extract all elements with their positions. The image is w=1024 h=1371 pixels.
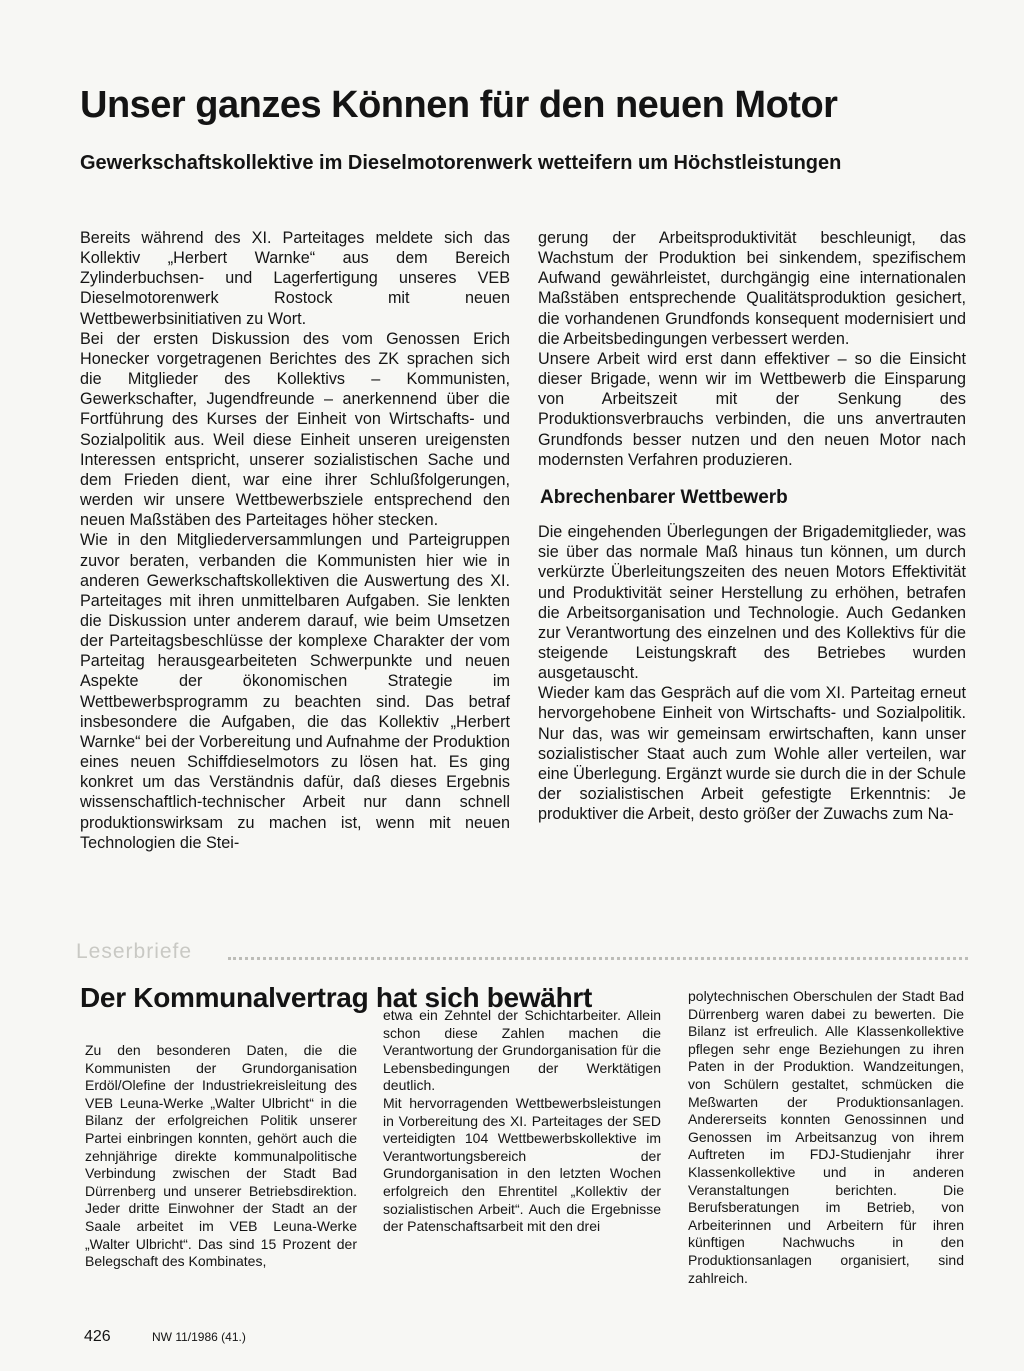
- section-subheading: Abrechenbarer Wettbewerb: [540, 486, 788, 508]
- paragraph: Zu den besonderen Daten, die die Kommunisten der Grundorganisation Erdöl/Olefine der Industriekreisleitung des VEB Leuna-Werke „Walter Ulbricht“ in die Bilanz der erfolgreichen Politik unserer Partei einbringen konnten, gehört auch die zehnjährige direkte kommunalpolitische Verbindung zwischen der Stadt Bad Dürrenberg und unserer Betriebsdirektion. Jeder dritte Einwohner der Stadt an der Saale arbeitet im VEB Leuna-Werke „Walter Ulbricht“. Das sind 15 Prozent der Belegschaft des Kombinates,: [85, 1042, 357, 1270]
- paragraph: Bei der ersten Diskussion des vom Genossen Erich Honecker vorgetragenen Berichtes des ZK sprachen sich die Mitglieder des Kollektivs – Kommunisten, Gewerkschafter, Jugendfreunde – anerkennend über die Fortführung des Kurses der Einheit von Wirtschafts- und Sozialpolitik aus. Weil diese Einheit unseren ureigensten Interessen entspricht, unserer sozialistischen Sache und dem Frieden dient, war eine ihrer Schlußfolgerungen, werden wir unsere Wettbewerbsziele entsprechend den neuen Maßstäben des Parteitages höher stecken.: [80, 329, 510, 530]
- paragraph: gerung der Arbeitsproduktivität beschleunigt, das Wachstum der Produktion bei sinkendem, spezifischem Aufwand gewährleistet, durchgängig eine internationalen Maßstäben entsprechende Qualitätsproduktion gesichert, die vorhandenen Grundfonds konsequent modernisiert und die Arbeitsbedingungen verbessert werden.: [538, 229, 966, 348]
- article-column-right: [538, 228, 966, 824]
- issue-label: NW 11/1986 (41.): [152, 1330, 246, 1344]
- paragraph: Mit hervorragenden Wettbewerbsleistungen in Vorbereitung des XI. Parteitages der SED verteidigten 104 Wettbewerbskollektive im Verantwortungsbereich der Grundorganisation in den letzten Wochen erfolgreich den Ehrentitel „Kollektiv der sozialistischen Arbeit“. Auch die Ergebnisse der Patenschaftsarbeit mit den drei: [383, 1094, 661, 1235]
- paragraph: Wie in den Mitgliederversammlungen und Parteigruppen zuvor beraten, verbanden die Kommunisten hier wie in anderen Gewerkschaftskollektiven die Auswertung des XI. Parteitages mit ihren unmittelbaren Aufgaben. Sie lenkten die Diskussion unter anderem darauf, wie beim Umsetzen der Parteitagsbeschlüsse der komplexe Charakter der vom Parteitag herausgearbeiteten Schwerpunkte und neuen Aspekte der ökonomischen Strategie im Wettbewerbsprogramm zu beachten sind. Das betraf insbesondere die Aufgaben, die das Kollektiv „Herbert Warnke“ bei der Vorbereitung und Aufnahme der Produktion eines neuen Schiffdieselmotors zu lösen hat. Es ging konkret um das Verständnis dafür, daß dieses Ergebnis wissenschaftlich-technischer Arbeit nur dann schnell produktionswirksam zu machen ist, wenn mit neuen Technologien die Stei-: [80, 531, 510, 852]
- paragraph: Wieder kam das Gespräch auf die vom XI. Parteitag erneut hervorgehobene Einheit von Wirtschafts- und Sozialpolitik. Nur das, was wir gemeinsam erwirtschaften, kann unser sozialistischer Staat auch zum Wohle aller verteilen, war eine Überlegung. Ergänzt wurde sie durch die in der Schule der sozialistischen Arbeit gefestigte Erkenntnis: Je produktiver die Arbeit, desto größer der Zuwachs zum Na-: [538, 684, 966, 824]
- paragraph: etwa ein Zehntel der Schichtarbeiter. Allein schon diese Zahlen machen die Verantwortung der Grundorganisation für die Lebensbedingungen der Werktätigen deutlich.: [383, 1007, 661, 1094]
- article-title: Unser ganzes Können für den neuen Motor: [80, 84, 838, 126]
- section-label: Leserbriefe: [76, 940, 193, 963]
- letter-column-3: [688, 988, 964, 1287]
- paragraph: Unsere Arbeit wird erst dann effektiver – so die Einsicht dieser Brigade, wenn wir im Wettbewerb die Einsparung von Arbeitszeit mit der Senkung des Produktionsverbrauchs verbinden, die uns anvertrauten Grundfonds besser nutzen und den neuen Motor nach modernsten Verfahren produzieren.: [538, 349, 966, 469]
- article-subtitle: Gewerkschaftskollektive im Dieselmotorenwerk wetteifern um Höchstleistungen: [80, 152, 842, 174]
- paragraph: Bereits während des XI. Parteitages meldete sich das Kollektiv „Herbert Warnke“ aus dem Bereich Zylinderbuchsen- und Lagerfertigung unseres VEB Dieselmotorenwerk Rostock mit neuen Wettbewerbsinitiativen zu Wort.: [80, 229, 510, 328]
- letter-column-1: [85, 1042, 357, 1271]
- letter-column-2: [383, 1007, 661, 1236]
- page-number: 426: [84, 1328, 111, 1345]
- article-column-left: [80, 228, 510, 853]
- section-divider: [228, 957, 968, 960]
- letter-title: Der Kommunalvertrag hat sich bewährt: [80, 982, 592, 1013]
- paragraph: polytechnischen Oberschulen der Stadt Bad Dürrenberg waren dabei zu bewerten. Die Bilanz ist erfreulich. Alle Klassenkollektive pflegen sehr enge Beziehungen zu ihren Paten in der Produktion. Wandzeitungen, von Schülern gestaltet, schmücken die Meßwarten der Produktionsanlagen. Andererseits konnten Genossinnen und Genossen im Arbeitsanzug von ihrem Auftreten im FDJ-Studienjahr ihrer Klassenkollektive und in anderen Veranstaltungen berichten. Die Berufsberatungen im Betrieb, von Arbeiterinnen und Arbeitern für ihren künftigen Nachwuchs in den Produktionsanlagen organisiert, sind zahlreich.: [688, 988, 964, 1286]
- paragraph: Die eingehenden Überlegungen der Brigademitglieder, was sie über das normale Maß hinaus tun können, um durch verkürzte Überleitungszeiten des neuen Motors Effektivität und Produktivität seiner Herstellung zu erhöhen, betrafen die Arbeitsorganisation und Technologie. Auch Gedanken zur Verantwortung des einzelnen und des Kollektivs für die steigende Leistungskraft des Betriebes wurden ausgetauscht.: [538, 523, 966, 683]
